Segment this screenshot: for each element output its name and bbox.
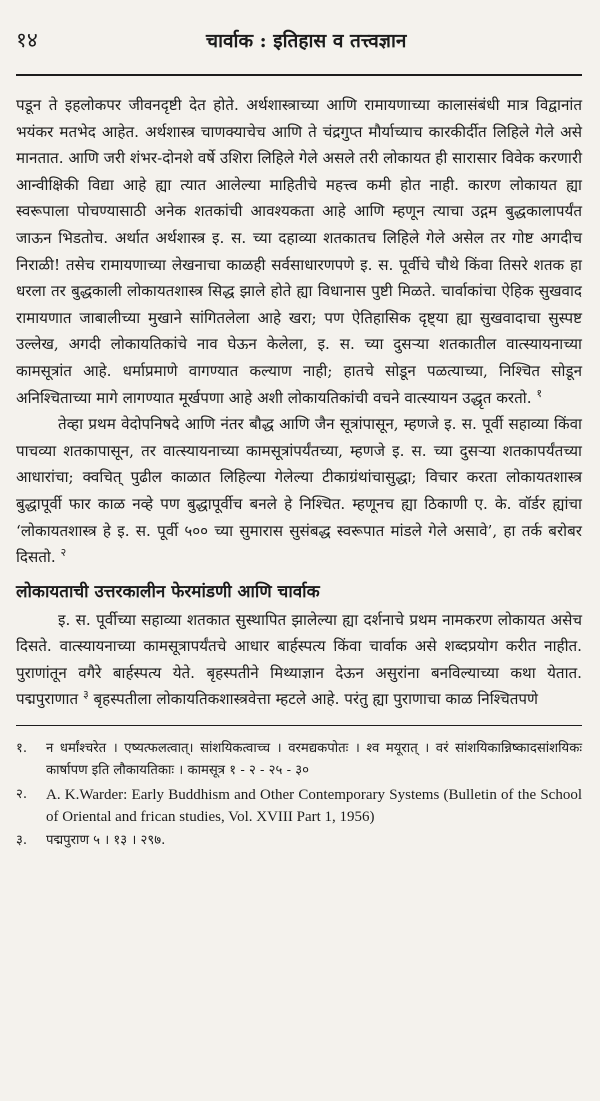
footnote-rule: [16, 725, 582, 726]
paragraph-text: पडून ते इहलोकपर जीवनदृष्टी देत होते. अर्थशास्त्राच्या आणि रामायणाच्या कालासंबंधी मात्र विद्वानांत भयंकर मतभेद आहेत. अर्थशास्त्र चाणक्याचेच आणि ते चंद्रगुप्त मौर्याच्याच कारकीर्दीत लिहिले गेले असे मानतात. आणि जरी शंभर-दोनशे वर्षे उशिरा लिहिले गेले असले तरी लोकायत ही सारासार विवेक करणारी आन्वीक्षिकी विद्या आहे ह्या त्यात आलेल्या माहितीचे महत्त्व कमी होत नाही. कारण लोकायत ह्या स्वरूपाला पोचण्यासाठी अनेक शतकांची आवश्यकता आहे आणि म्हणून त्याचा उद्गम बुद्धकालापर्यंत जाऊन भिडतोच. अर्थात अर्थशास्त्र इ. स. च्या दहाव्या शतकातच लिहिले गेले असेल तर गोष्ट अगदीच निराळी! तसेच रामायणाच्या लेखनाचा काळही सर्वसाधारणपणे इ. स. पूर्वीचे चौथे किंवा तिसरे शतक हा धरला तर बुद्धकाली लोकायतशास्त्र सिद्ध झाले होते ह्या विधानास पुष्टी मिळते. चार्वाकांचा ऐहिक सुखवाद रामायणात जाबालीच्या मुखाने सांगितलेला आहे खरा; पण ऐतिहासिक दृष्ट्या ह्या सुखवादाचा सुस्पष्ट उल्लेख, अगदी लोकायतिकांचे नाव घेऊन केलेला, इ. स. च्या दुसऱ्या शतकातील वात्स्यायनाच्या कामसूत्रांत आहे. धर्माप्रमाणे वागण्यात कल्याण नाही; हातचे सोडून पळत्याच्या, निश्चित सोडून अनिश्चिताच्या मागे लागण्यात मूर्खपणा आहे अशी लोकायतिकांची वचने वात्स्यायन उद्धृत करतो.: [16, 96, 582, 407]
section-heading: लोकायताची उत्तरकालीन फेरमांडणी आणि चार्वाक: [16, 581, 320, 602]
footnote-marker: १: [536, 386, 543, 400]
header-rule: [16, 74, 582, 76]
footnote: [16, 738, 582, 782]
footnote-number: १.: [16, 741, 28, 757]
page-number: १४: [16, 28, 38, 52]
footnotes: [16, 738, 582, 852]
paragraph: [16, 92, 582, 411]
body-text: [16, 92, 582, 713]
footnote-number: २.: [16, 787, 28, 803]
paragraph-text: तेव्हा प्रथम वेदोपनिषदे आणि नंतर बौद्ध आणि जैन सूत्रांपासून, म्हणजे इ. स. पूर्वी सहाव्या किंवा पाचव्या शतकापासून, तर वात्स्यायनाच्या कामसूत्रांपर्यंतच्या, म्हणजे इ. स. च्या दुसऱ्या शतकापर्यंतच्या आधारांचा; क्वचित् पुढील काळात लिहिल्या गेलेल्या टीकाग्रंथांचासुद्धा; विचार करता लोकायतशास्त्र बुद्धापूर्वी फार काळ नव्हे पण बुद्धापूर्वीच बनले हे निश्चित. म्हणूनच ह्या ठिकाणी ए. के. वॉर्डर ह्यांचा ‘लोकायतशास्त्र हे इ. स. पूर्वी ५०० च्या सुमारास सुसंबद्ध स्वरूपात मांडले गेले असावे’, हा तर्क बरोबर दिसतो.: [16, 415, 582, 567]
footnote: [16, 830, 582, 852]
footnote: [16, 784, 582, 828]
footnote-text: पद्मपुराण ५ । १३ । २९७.: [46, 833, 166, 849]
footnote-marker: ३: [82, 688, 89, 702]
paragraph-text: बृहस्पतीला लोकायतिकशास्त्रवेत्ता म्हटले आहे. परंतु ह्या पुराणाचा काळ निश्चितपणे: [93, 690, 538, 709]
running-title: चार्वाक : इतिहास व तत्त्वज्ञान: [206, 30, 407, 52]
footnote-number: ३.: [16, 833, 28, 849]
page-header: [16, 26, 582, 66]
paragraph-text: इ. स. पूर्वीच्या सहाव्या शतकात सुस्थापित झालेल्या ह्या दर्शनाचे प्रथम नामकरण लोकायत असेच दिसते. वात्स्यायनाच्या कामसूत्रापर्यंतचे आधार बार्हस्पत्य किंवा चार्वाक असे शब्दप्रयोग करीत नाहीत. पुराणांतून वगैरे बार्हस्पत्य येते. बृहस्पतीने मिथ्याज्ञान देऊन असुरांना बनविल्याच्या कथा येतात. पद्मपुराणात: [16, 610, 582, 709]
footnote-text: A. K.Warder: Early Buddhism and Other Contemporary Systems (Bulletin of the School of Oriental and frican studies, Vol. XVIII Part 1, 1956): [46, 787, 582, 826]
footnote-text: न धर्मांश्चरेत । एष्यत्फलत्वात्। सांशयिकत्वाच्च । वरमद्यकपोतः । श्व मयूरात् । वरं सांशयिकान्निष्कादसांशयिकः कार्षापण इति लौकायतिकाः । कामसूत्र १ - २ - २५ - ३०: [46, 741, 582, 779]
paragraph: [16, 607, 582, 713]
footnote-marker: २: [60, 546, 67, 560]
paragraph: [16, 411, 582, 571]
